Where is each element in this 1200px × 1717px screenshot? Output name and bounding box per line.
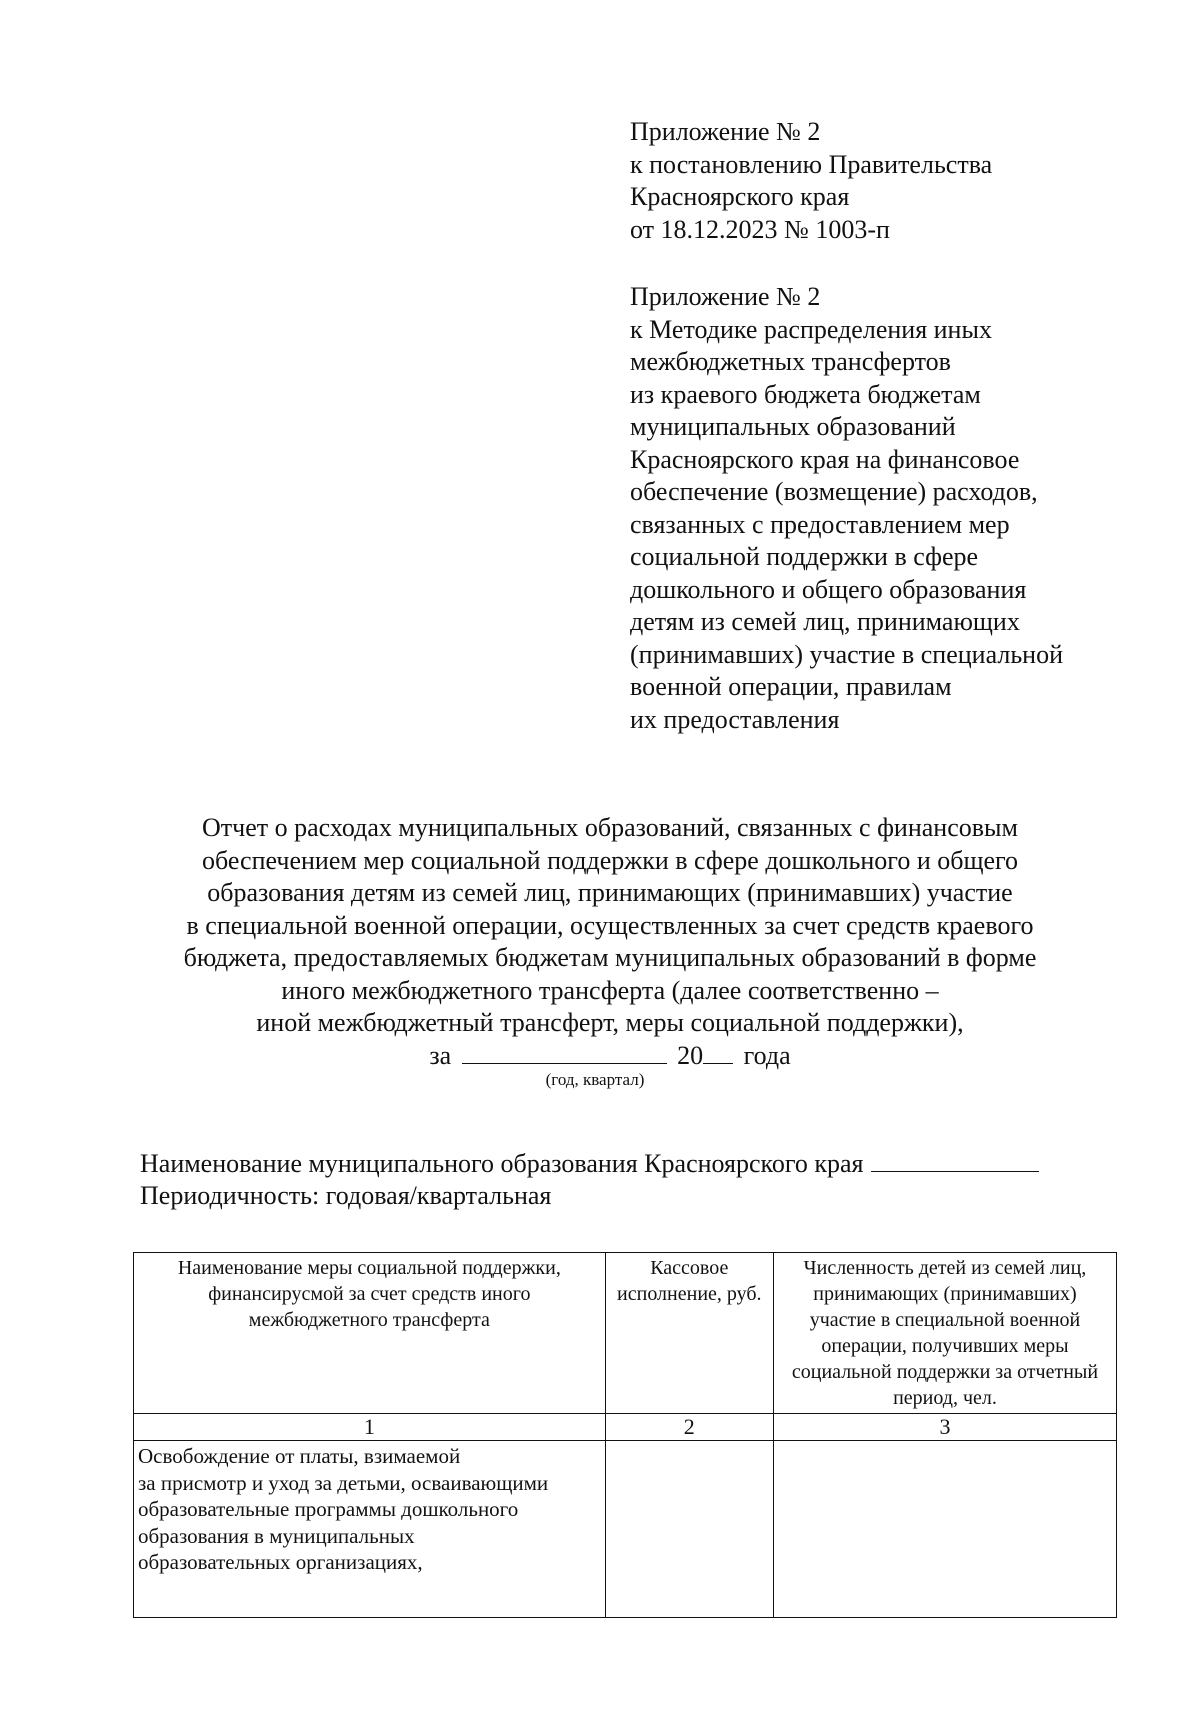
municipality-label: Наименование муниципального образования Красноярского края: [140, 1149, 864, 1178]
appendix-line: муниципальных образований: [630, 412, 956, 441]
title-line: образования детям из семей лиц, принимающих (принимавших) участие: [207, 878, 1013, 907]
header-children-count: Численность детей из семей лиц, принимающих (принимавших) участие в специальной военной операции, получивших меры социальной поддержки за отчетный период, чел.: [773, 1253, 1116, 1414]
municipality-line: [140, 1147, 1039, 1180]
appendix-line: Приложение № 2: [630, 117, 821, 146]
cash-execution-cell[interactable]: [605, 1441, 773, 1618]
appendix-line: из краевого бюджета бюджетам: [630, 379, 981, 409]
appendix-line: дошкольного и общего образования: [630, 574, 1027, 604]
period-suffix: года: [743, 1040, 791, 1070]
measure-line: образовательных организациях,: [138, 1550, 423, 1574]
measure-name-cell: [134, 1441, 606, 1618]
title-line: иного межбюджетного трансферта (далее соответственно –: [281, 975, 939, 1005]
appendix-line: их предоставления: [630, 704, 840, 734]
measure-line: образовательные программы дошкольного: [138, 1497, 519, 1521]
appendix-line: связанных с предоставлением мер: [630, 509, 1010, 539]
header-measure-name: Наименование меры социальной поддержки, финансирусмой за счет средств иного межбюджетного трансферта: [134, 1253, 606, 1414]
children-count-cell[interactable]: [773, 1441, 1116, 1618]
report-table: [133, 1252, 1117, 1618]
column-number: 1: [134, 1414, 606, 1441]
header-cash-execution: Кассовое исполнение, руб.: [605, 1253, 773, 1414]
appendix-line: Приложение № 2: [630, 282, 821, 311]
appendix-line: к Методике распределения иных: [630, 314, 992, 344]
measure-line: Освобождение от платы, взимаемой: [138, 1444, 461, 1468]
table-header-row: [134, 1253, 1117, 1414]
title-line: иной межбюджетный трансферт, меры социальной поддержки),: [256, 1008, 964, 1037]
appendix-resolution-block: [630, 116, 992, 246]
title-line: бюджета, предоставляемых бюджетам муниципальных образований в форме: [183, 943, 1037, 972]
municipality-blank-field[interactable]: [871, 1147, 1039, 1172]
appendix-line: (принимавших) участие в специальной: [630, 639, 1063, 669]
appendix-method-block: [630, 281, 1063, 736]
table-row: [134, 1441, 1117, 1618]
appendix-line: Красноярского края: [630, 182, 850, 211]
measure-line: образования в муниципальных: [138, 1523, 415, 1548]
year-blank-field[interactable]: [703, 1041, 733, 1064]
appendix-line: военной операции, правилам: [630, 672, 952, 701]
appendix-line: обеспечение (возмещение) расходов,: [630, 477, 1038, 506]
appendix-line: к постановлению Правительства: [630, 149, 993, 179]
column-number: 2: [605, 1414, 773, 1441]
period-prefix: за: [429, 1040, 452, 1070]
appendix-line: межбюджетных трансфертов: [630, 347, 951, 376]
title-line: обеспечением мер социальной поддержки в сфере дошкольного и общего: [201, 845, 1019, 875]
appendix-line: социальной поддержки в сфере: [630, 542, 979, 571]
period-caption: (год, квартал): [545, 1070, 645, 1089]
report-period-line: [140, 1040, 1080, 1073]
measure-line: за присмотр и уход за детьми, осваивающими: [138, 1470, 549, 1495]
column-number: 3: [773, 1414, 1116, 1441]
appendix-line: от 18.12.2023 № 1003-п: [630, 214, 890, 244]
report-meta: [140, 1147, 1039, 1212]
periodicity-line: Периодичность: годовая/квартальная: [140, 1181, 552, 1210]
appendix-line: детям из семей лиц, принимающих: [630, 607, 1020, 636]
table-column-numbers-row: [134, 1414, 1117, 1441]
appendix-line: Красноярского края на финансовое: [630, 444, 1020, 474]
title-line: Отчет о расходах муниципальных образований, связанных с финансовым: [202, 813, 1018, 842]
period-year-prefix: 20: [677, 1040, 704, 1070]
period-blank-field[interactable]: [462, 1041, 667, 1064]
title-line: в специальной военной операции, осуществленных за счет средств краевого: [186, 910, 1034, 940]
report-title: [140, 812, 1080, 1090]
